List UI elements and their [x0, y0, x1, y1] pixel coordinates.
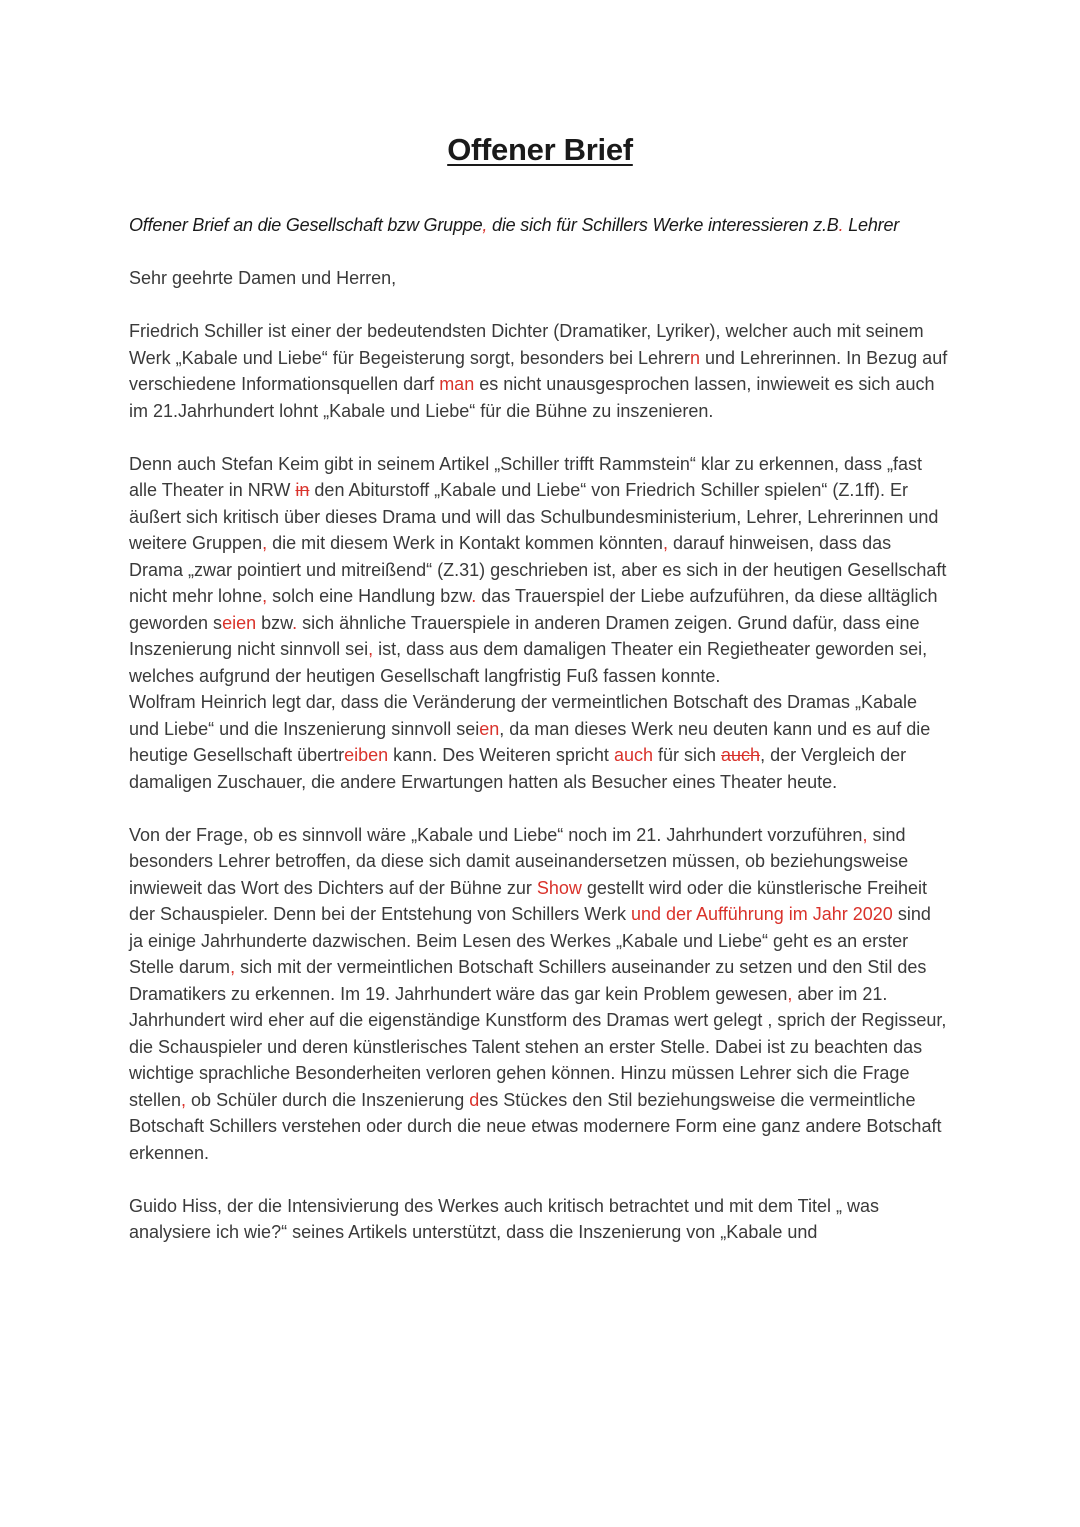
paragraph-text-run: Friedrich Schiller ist einer der bedeutendsten Dichter (Dramatiker, Lyriker), welcher auch mit seinem Werk „Kabale und Liebe“ für Begeisterung sorgt, besonders bei Lehrer — [129, 321, 924, 368]
subtitle-correction: . — [838, 215, 844, 235]
paragraph-text-run: solch eine Handlung bzw — [267, 586, 472, 606]
paragraph-correction: en — [479, 718, 500, 739]
paragraph-correction: n — [690, 347, 701, 368]
paragraph-correction: und der Aufführung im Jahr 2020 — [630, 904, 893, 924]
page-title — [0, 130, 1080, 170]
paragraph-strikethrough: auch — [721, 745, 761, 765]
paragraph-text-run: bzw — [256, 612, 293, 633]
paragraph-text-run: das Trauerspiel der Liebe aufzuführen, da diese alltäglich geworden s — [129, 586, 938, 633]
paragraph-text-run: sich ähnliche Trauerspiele in anderen Dramen zeigen. Grund dafür, dass eine Inszenierung nicht sinnvoll sei — [129, 612, 920, 659]
paragraph-text-run: Von der Frage, ob es sinnvoll wäre „Kabale und Liebe“ noch im 21. Jahrhundert vorzuführen — [129, 824, 863, 845]
paragraph-5 — [129, 1193, 949, 1246]
paragraph-text-run: darauf hinweisen, dass das Drama „zwar pointiert und mitreißend“ (Z.31) geschrieben ist, aber es sich in der heutigen Gesellschaft nicht mehr lohne — [129, 533, 947, 606]
paragraph-text-run: gestellt wird oder die künstlerische Freiheit der Schauspieler. Denn bei der Entstehung von Schillers Werk — [129, 877, 928, 924]
paragraph-text-run: es Stückes den Stil beziehungsweise die vermeintliche Botschaft Schillers verstehen oder durch die neue etwas modernere Form eine ganz andere Botschaft erkennen. — [129, 1089, 942, 1163]
paragraph-correction: . — [292, 612, 298, 633]
paragraph-text-run: , der Vergleich der damaligen Zuschauer, die andere Erwartungen hatten als Besucher eines Theater heute. — [129, 745, 907, 792]
paragraph-correction: , — [181, 1089, 187, 1110]
paragraph-text-run: die mit diesem Werk in Kontakt kommen könnten — [267, 533, 663, 553]
subtitle-text-run: Lehrer — [843, 215, 900, 235]
salutation: Sehr geehrte Damen und Herren, — [129, 268, 397, 288]
paragraph-text-run: kann. Des Weiteren spricht — [388, 745, 614, 765]
paragraph-correction: eien — [222, 612, 257, 633]
paragraph-correction: , — [862, 824, 868, 845]
paragraph-text-run: den Abiturstoff „Kabale und Liebe“ von Friedrich Schiller spielen“ (Z.1ff). Er äußert sich kritisch über dieses Drama und will das Schulbundesministerium, Lehrer, Lehrerinnen und weitere Gruppen — [129, 480, 939, 553]
paragraph-text-run: sich mit der vermeintlichen Botschaft Schillers auseinander zu setzen und den Stil des Dramatikers zu erkennen. Im 19. Jahrhundert wäre das gar kein Problem gewesen — [129, 957, 927, 1004]
paragraph-correction: man — [439, 374, 475, 394]
letter-body — [129, 212, 949, 1272]
paragraph-strikethrough: in — [295, 480, 310, 500]
paragraph-correction: , — [662, 533, 668, 553]
paragraph-2 — [129, 451, 949, 690]
paragraph-correction: , — [368, 639, 374, 659]
paragraph-text-run: sind besonders Lehrer betroffen, da diese sich damit auseinandersetzen müssen, ob beziehungsweise inwieweit das Wort des Dichters auf der Bühne zur — [129, 824, 909, 898]
paragraph-text-run: ob Schüler durch die Inszenierung — [186, 1089, 470, 1110]
paragraph-text-run: ist, dass aus dem damaligen Theater ein Regietheater geworden sei, welches aufgrund der heutigen Gesellschaft langfristig Fuß fassen konnte. — [129, 639, 928, 686]
paragraph-correction: , — [787, 983, 793, 1004]
paragraph-text-run: aber im 21. Jahrhundert wird eher auf die eigenständige Kunstform des Dramas wert gelegt , sprich der Regisseur, die Schauspieler und deren künstlerisches Talent stehen an erster Stelle. Dabei ist zu beachten das wichtige sprachliche Besonderheiten verloren gehen können. Hinzu müssen Lehrer sich die Frage stellen — [129, 983, 947, 1110]
paragraph-correction: , — [262, 586, 268, 606]
paragraph-text-run: für sich — [652, 745, 722, 765]
paragraph-text-run: und Lehrerinnen. In Bezug auf verschiedene Informationsquellen darf — [129, 347, 948, 394]
paragraph-text-run: sind ja einige Jahrhunderte dazwischen. Beim Lesen des Werkes „Kabale und Liebe“ geht es an erster Stelle darum — [129, 904, 931, 977]
paragraph-text-run: es nicht unausgesprochen lassen, inwieweit es sich auch im 21.Jahrhundert lohnt „Kabale und Liebe“ für die Bühne zu inszenieren. — [129, 374, 935, 421]
paragraph-text-run: Denn auch Stefan Keim gibt in seinem Artikel „Schiller trifft Rammstein“ klar zu erkennen, dass „fast alle Theater in NRW — [129, 453, 923, 500]
paragraph-text-run: , da man dieses Werk neu deuten kann und es auf die heutige Gesellschaft übertr — [129, 718, 931, 765]
paragraph-correction: . — [471, 586, 477, 606]
title-text: Offener Brief — [447, 132, 633, 167]
subtitle-text-run: Offener Brief an die Gesellschaft bzw Gruppe — [129, 215, 483, 235]
paragraph-text-run: Wolfram Heinrich legt dar, dass die Veränderung der vermeintlichen Botschaft des Dramas „Kabale und Liebe“ und die Inszenierung sinnvoll sei — [129, 692, 918, 739]
subtitle-correction: , — [482, 215, 488, 235]
paragraph-1 — [129, 318, 949, 424]
paragraph-3 — [129, 689, 949, 795]
paragraph-4 — [129, 822, 949, 1167]
paragraph-correction: d — [469, 1089, 480, 1110]
paragraph-correction: auch — [613, 745, 653, 765]
paragraph-correction: , — [230, 957, 236, 977]
subtitle-text-run: die sich für Schillers Werke interessieren z.B — [487, 215, 839, 235]
paragraph-correction: , — [262, 533, 268, 553]
paragraph-correction: Show — [536, 877, 582, 898]
letter-subtitle — [129, 212, 949, 239]
paragraph-text-run: Guido Hiss, der die Intensivierung des Werkes auch kritisch betrachtet und mit dem Titel „ was analysiere ich wie?“ seines Artikels unterstützt, dass die Inszenierung von „Kabale und — [129, 1195, 879, 1242]
paragraph-correction: eiben — [344, 745, 389, 765]
